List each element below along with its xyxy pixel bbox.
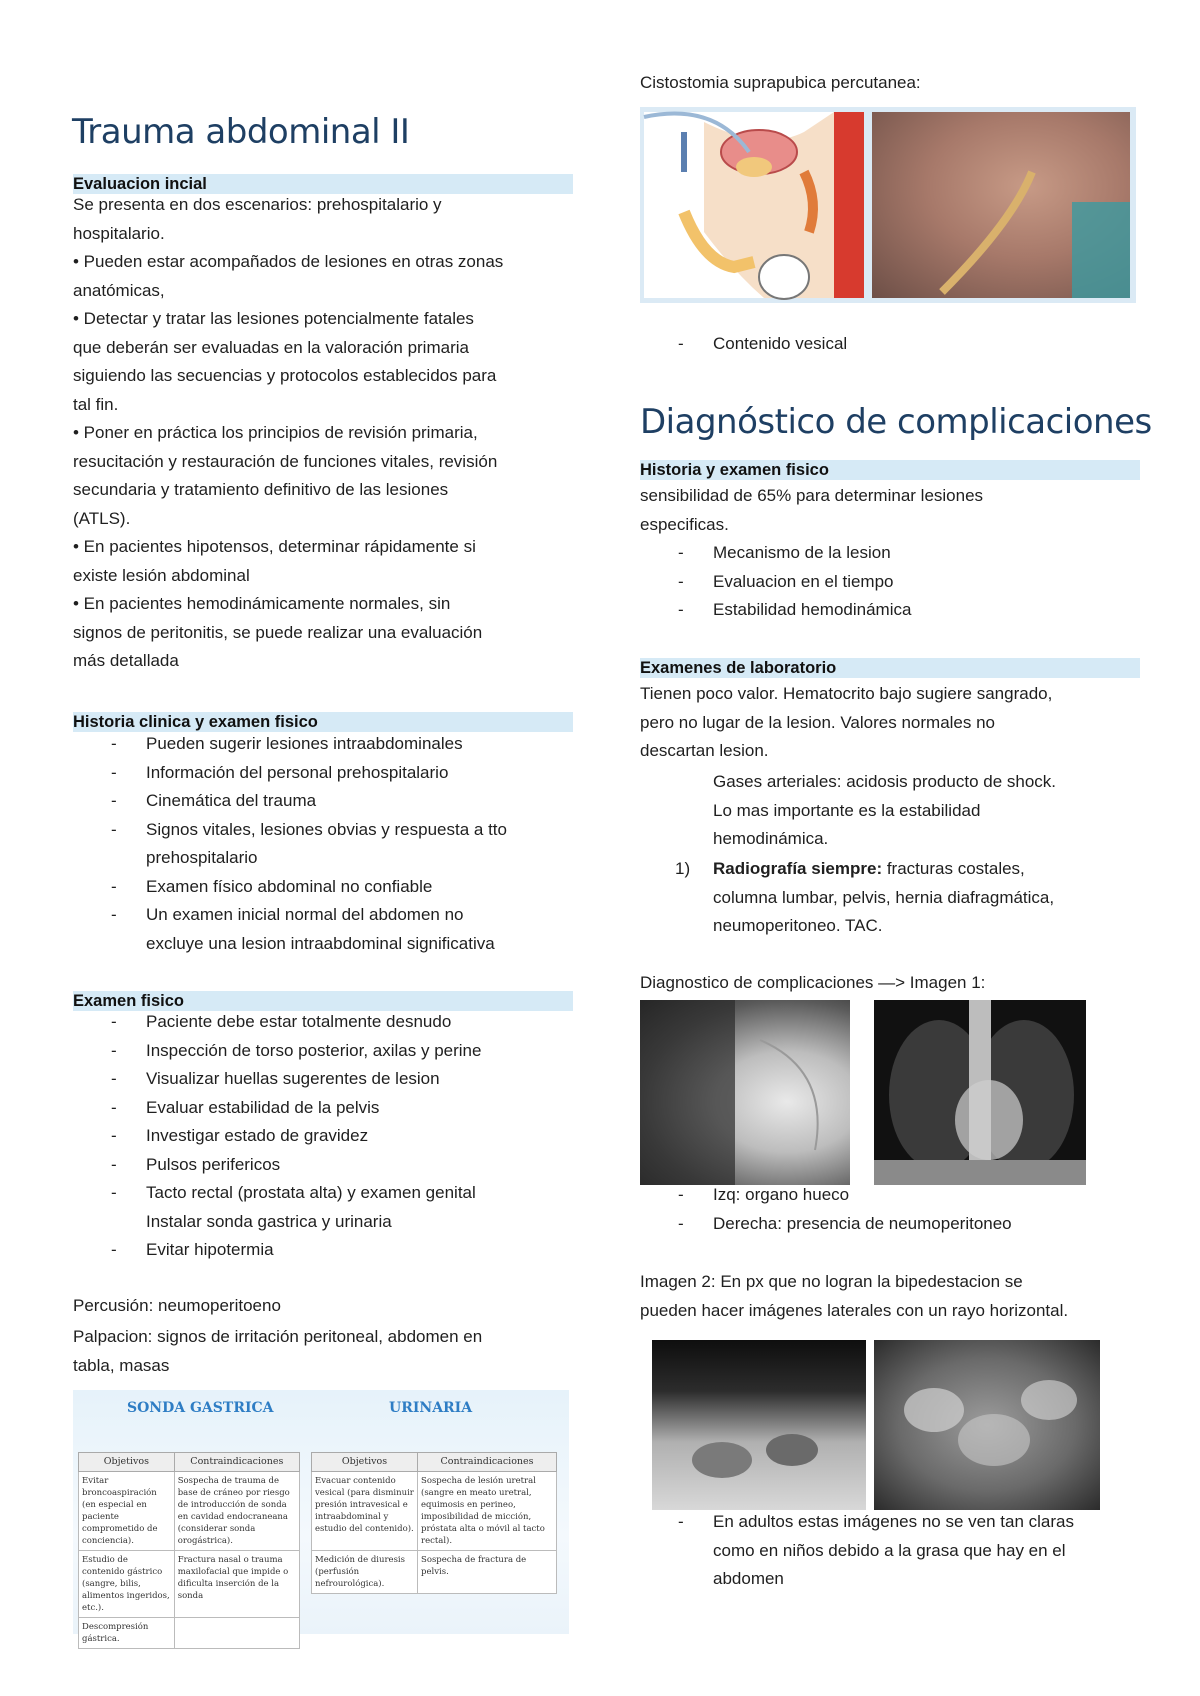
- list-item: [640, 1508, 1160, 1594]
- list-item: [73, 1037, 593, 1066]
- table-row: [312, 1551, 557, 1594]
- section-header-examen: Examen fisico: [73, 991, 573, 1011]
- xray-image-1-left: [640, 1000, 850, 1185]
- list-item-line: - Investigar estado de gravidez: [146, 1126, 369, 1145]
- list-item-line: - Evitar hipotermia: [146, 1240, 274, 1259]
- list-item: [73, 1094, 593, 1123]
- list-item: [73, 1122, 593, 1151]
- list-item: [73, 787, 593, 816]
- col-contraindicaciones: Contraindicaciones: [174, 1453, 299, 1472]
- xray-image-2-right: [874, 1340, 1100, 1510]
- list-item: [73, 901, 593, 958]
- table-cell: Estudio de contenido gástrico (sangre, bilis, alimentos ingeridos, etc.).: [79, 1551, 175, 1618]
- urinaria-table: [311, 1452, 557, 1594]
- historia-examen-list: [640, 539, 1160, 625]
- text-line: que deberán ser evaluadas en la valoración primaria: [73, 337, 469, 357]
- list-item-line: - Derecha: presencia de neumoperitoneo: [713, 1213, 1012, 1233]
- page-title: Trauma abdominal II: [72, 112, 410, 152]
- catheter-tube: [872, 112, 1130, 298]
- list-item-line: - Inspección de torso posterior, axilas y perine: [146, 1040, 482, 1060]
- list-item: [73, 1008, 593, 1037]
- text-line: • En pacientes hipotensos, determinar rápidamente si: [73, 537, 476, 556]
- xray-2-right-detail: [874, 1340, 1100, 1510]
- text-line: signos de peritonitis, se puede realizar una evaluación: [73, 622, 483, 642]
- table-cell: Medición de diuresis (perfusión nefrourológica).: [312, 1551, 418, 1594]
- list-item-line: - Pueden sugerir lesiones intraabdominales: [146, 734, 463, 753]
- list-item-line: - Signos vitales, lesiones obvias y respuesta a tto: [146, 819, 507, 839]
- list-item-line: abdomen: [713, 1569, 784, 1588]
- text-line: • Pueden estar acompañados de lesiones en otras zonas: [73, 252, 504, 271]
- list-item-line: - Visualizar huellas sugerentes de lesion: [146, 1069, 440, 1088]
- xray-1-left-detail: [640, 1000, 850, 1185]
- xray-2-left-detail: [652, 1340, 866, 1510]
- text-line: existe lesión abdominal: [73, 565, 250, 585]
- imagen2-text: Imagen 2: En px que no logran la bipedestacion se pueden hacer imágenes laterales con un rayo horizontal.: [640, 1272, 1069, 1320]
- table-cell: Evacuar contenido vesical (para disminuir presión intravesical e intraabdominal y estudio del contenido).: [312, 1472, 418, 1551]
- list-item-line: Instalar sonda gastrica y urinaria: [146, 1211, 392, 1231]
- table-row: [79, 1618, 300, 1649]
- text-line: anatómicas,: [73, 280, 165, 300]
- text-line: siguiendo las secuencias y protocolos establecidos para: [73, 366, 497, 385]
- list-item: [73, 1179, 593, 1236]
- table-row: [79, 1551, 300, 1618]
- sonda-gastrica-table: [78, 1452, 300, 1649]
- text-line: secundaria y tratamiento definitivo de las lesiones: [73, 480, 449, 499]
- list-item-line: - Estabilidad hemodinámica: [713, 600, 912, 619]
- cistostomia-photo: [872, 112, 1130, 298]
- sonda-gastrica-title: SONDA GASTRICA: [127, 1400, 274, 1416]
- list-item: [73, 759, 593, 788]
- text-line: tal fin.: [73, 394, 119, 414]
- table-cell: Sospecha de lesión uretral (sangre en meato uretral, equimosis en perineo, imposibilidad de micción, próstata alta o móvil al tacto rectal).: [418, 1472, 557, 1551]
- list-item: [73, 873, 593, 902]
- col-contraindicaciones: Contraindicaciones: [418, 1453, 557, 1472]
- list-item-line: - Examen físico abdominal no confiable: [146, 876, 433, 896]
- list-item: [73, 1236, 593, 1265]
- list-item: [73, 730, 593, 759]
- list-item: [640, 1181, 1160, 1210]
- examen-list: [73, 1008, 593, 1265]
- text-line: • Detectar y tratar las lesiones potencialmente fatales: [73, 309, 474, 328]
- list-item-line: - Evaluacion en el tiempo: [713, 571, 894, 591]
- imagen2-list: [640, 1508, 1160, 1594]
- list-item-line: - Izq: organo hueco: [713, 1185, 850, 1204]
- table-cell: Sospecha de fractura de pelvis.: [418, 1551, 557, 1594]
- list-item-line: - Mecanismo de la lesion: [713, 543, 891, 562]
- radiografia-bold: Radiografía siempre:: [713, 859, 883, 878]
- list-item-line: - Un examen inicial normal del abdomen no: [146, 905, 464, 924]
- palpacion-text: Palpacion: signos de irritación peritoneal, abdomen en tabla, masas: [73, 1327, 483, 1375]
- sonda-urinaria-table-image: [73, 1390, 569, 1644]
- section-header-historia: Historia clinica y examen fisico: [73, 712, 573, 732]
- laboratorio-text: Tienen poco valor. Hematocrito bajo sugiere sangrado, pero no lugar de la lesion. Valores normales no descartan lesion.: [640, 684, 1053, 760]
- text-line: • En pacientes hemodinámicamente normales, sin: [73, 594, 451, 613]
- table-row: [79, 1472, 300, 1551]
- list-item: [73, 1151, 593, 1180]
- text-line: resucitación y restauración de funciones vitales, revisión: [73, 451, 498, 471]
- section-header-laboratorio: Examenes de laboratorio: [640, 658, 1140, 678]
- sensibilidad-text: sensibilidad de 65% para determinar lesiones especificas.: [640, 486, 984, 534]
- list-item: [640, 596, 1160, 625]
- text-line: más detallada: [73, 651, 179, 670]
- table-cell: Descompresión gástrica.: [79, 1618, 175, 1649]
- list-item-line: - En adultos estas imágenes no se ven tan claras: [713, 1512, 1074, 1531]
- list-item: [73, 1065, 593, 1094]
- radiografia-rest: fracturas costales,: [882, 859, 1025, 878]
- list-item-line: como en niños debido a la grasa que hay en el: [713, 1540, 1066, 1560]
- list-item: [640, 1210, 1160, 1239]
- list-item-line: - Cinemática del trauma: [146, 791, 317, 810]
- list-item: [640, 539, 1160, 568]
- table-cell: Evitar broncoaspiración (en especial en paciente comprometido de conciencia).: [79, 1472, 175, 1551]
- section-header-evaluacion: Evaluacion incial: [73, 174, 573, 194]
- percusion-text: Percusión: neumoperitoeno: [73, 1296, 281, 1315]
- contenido-list: [640, 330, 1160, 359]
- text-line: • Poner en práctica los principios de revisión primaria,: [73, 423, 478, 442]
- section-header-historia-examen: Historia y examen fisico: [640, 460, 1140, 480]
- evaluacion-text: [73, 191, 583, 676]
- col-objetivos: Objetivos: [79, 1453, 175, 1472]
- imagen1-list: [640, 1181, 1160, 1238]
- table-row: [312, 1472, 557, 1551]
- urinaria-title: URINARIA: [389, 1400, 473, 1416]
- list-item: [73, 816, 593, 873]
- radiografia-text: Radiografía siempre: fracturas costales, columna lumbar, pelvis, hernia diafragmática, neumoperitoneo. TAC.: [713, 859, 1055, 935]
- historia-list: [73, 730, 593, 958]
- list-item-line: - Información del personal prehospitalario: [146, 762, 449, 782]
- table-cell: Sospecha de trauma de base de cráneo por riesgo de introducción de sonda en cavidad endocraneana (considerar sonda orogástrica).: [174, 1472, 299, 1551]
- cistostomia-diagram: [644, 112, 864, 298]
- gases-text: Gases arteriales: acidosis producto de shock. Lo mas importante es la estabilidad hemodinámica.: [713, 772, 1057, 848]
- cistostomia-image: [640, 107, 1136, 303]
- list-item-line: prehospitalario: [146, 848, 258, 867]
- list-item: [640, 568, 1160, 597]
- cistostomia-label: Cistostomia suprapubica percutanea:: [640, 73, 921, 92]
- text-line: hospitalario.: [73, 223, 165, 243]
- list-item: - Contenido vesical: [640, 330, 1160, 359]
- imagen1-label: Diagnostico de complicaciones —> Imagen 1:: [640, 973, 986, 992]
- col-objetivos: Objetivos: [312, 1453, 418, 1472]
- list-item-line: - Evaluar estabilidad de la pelvis: [146, 1097, 380, 1117]
- list-item-line: - Pulsos perifericos: [146, 1154, 281, 1174]
- list-item-line: - Tacto rectal (prostata alta) y examen genital: [146, 1183, 476, 1202]
- radiografia-num: 1): [675, 859, 691, 878]
- xray-image-1-right: [874, 1000, 1086, 1185]
- section-title-diagnostico: Diagnóstico de complicaciones: [640, 402, 1152, 442]
- list-item-line: excluye una lesion intraabdominal significativa: [146, 933, 495, 953]
- list-item-line: - Paciente debe estar totalmente desnudo: [146, 1012, 452, 1031]
- xray-1-right-detail: [874, 1000, 1086, 1185]
- table-cell: Fractura nasal o trauma maxilofacial que impide o dificulta inserción de la sonda: [174, 1551, 299, 1618]
- text-line: (ATLS).: [73, 508, 131, 528]
- text-line: Se presenta en dos escenarios: prehospitalario y: [73, 195, 442, 214]
- table-cell: [174, 1618, 299, 1649]
- xray-image-2-left: [652, 1340, 866, 1510]
